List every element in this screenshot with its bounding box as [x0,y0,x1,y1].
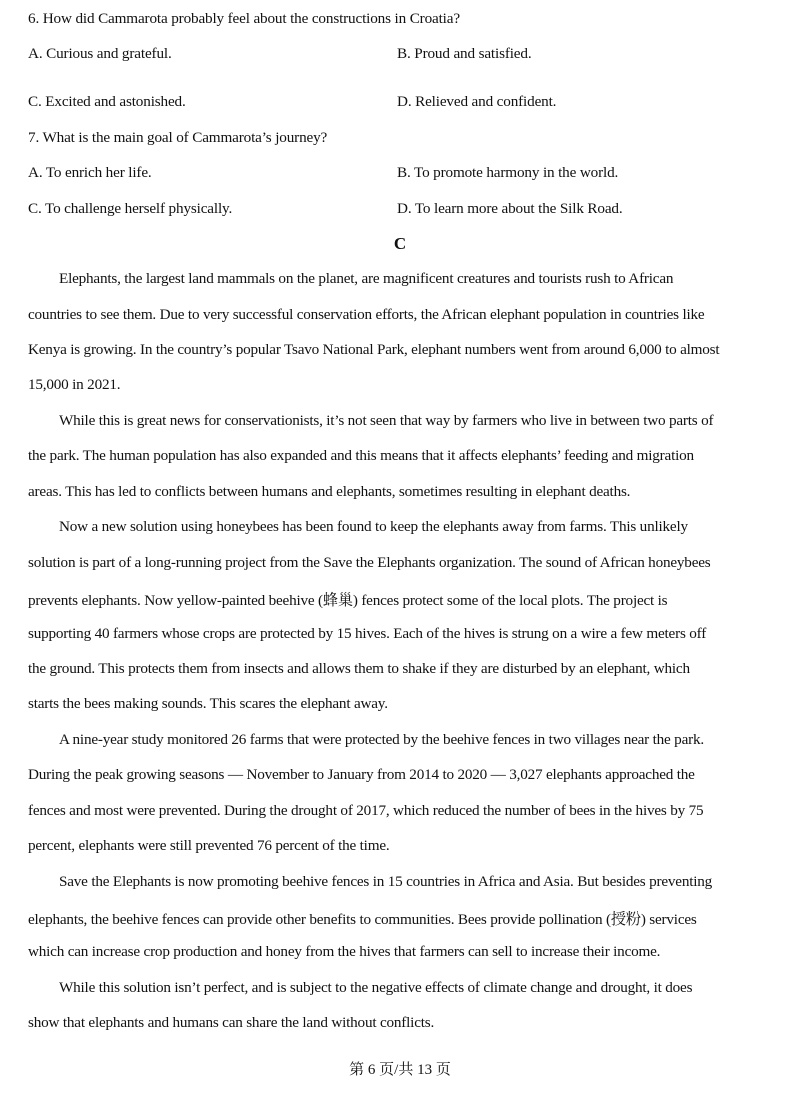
question-7-option-c: C. To challenge herself physically. [28,200,233,217]
passage-line: While this is great news for conservationists, it’s not seen that way by farmers who live in between two parts of [59,412,714,429]
passage-line: countries to see them. Due to very successful conservation efforts, the African elephant population in countries like [28,306,705,323]
page-number: 第 6 页/共 13 页 [349,1062,451,1078]
passage-line: While this solution isn’t perfect, and is subject to the negative effects of climate change and drought, it does [59,979,693,996]
section-heading: C [393,234,407,253]
passage-line: which can increase crop production and honey from the hives that farmers can sell to increase their income. [28,943,661,960]
passage-line: percent, elephants were still prevented 76 percent of the time. [28,837,390,854]
passage-line: the ground. This protects them from insects and allows them to shake if they are disturbed by an elephant, which [28,660,690,677]
question-6-option-d: D. Relieved and confident. [397,93,557,110]
passage-line: A nine-year study monitored 26 farms that were protected by the beehive fences in two villages near the park. [59,731,704,748]
passage-line: areas. This has led to conflicts between humans and elephants, sometimes resulting in elephant deaths. [28,483,631,500]
passage-line: elephants, the beehive fences can provide other benefits to communities. Bees provide pollination (授粉) services [28,911,697,928]
passage-line: starts the bees making sounds. This scares the elephant away. [28,695,388,712]
passage-line: supporting 40 farmers whose crops are protected by 15 hives. Each of the hives is strung on a wire a few meters off [28,625,707,642]
question-7-option-d: D. To learn more about the Silk Road. [397,200,623,217]
passage-line: fences and most were prevented. During the drought of 2017, which reduced the number of bees in the hives by 75 [28,802,704,819]
passage-line: Save the Elephants is now promoting beehive fences in 15 countries in Africa and Asia. But besides preventing [59,873,713,890]
passage-line: Elephants, the largest land mammals on the planet, are magnificent creatures and tourists rush to African [59,270,674,287]
passage-line: the park. The human population has also expanded and this means that it affects elephants’ feeding and migration [28,447,694,464]
question-7-option-b: B. To promote harmony in the world. [397,164,619,181]
passage-line: 15,000 in 2021. [28,376,121,393]
question-7-stem: 7. What is the main goal of Cammarota’s journey? [28,129,328,146]
question-6-option-b: B. Proud and satisfied. [397,45,532,62]
passage-line: show that elephants and humans can share the land without conflicts. [28,1014,435,1031]
question-6-option-c: C. Excited and astonished. [28,93,186,110]
passage-line: Kenya is growing. In the country’s popular Tsavo National Park, elephant numbers went from around 6,000 to almost [28,341,720,358]
question-6-stem: 6. How did Cammarota probably feel about the constructions in Croatia? [28,10,460,27]
passage-line: Now a new solution using honeybees has been found to keep the elephants away from farms. This unlikely [59,518,688,535]
question-7-option-a: A. To enrich her life. [28,164,152,181]
passage-line: prevents elephants. Now yellow-painted beehive (蜂巢) fences protect some of the local plots. The project is [28,592,668,609]
passage-line: During the peak growing seasons — November to January from 2014 to 2020 — 3,027 elephants approached the [28,766,695,783]
question-6-option-a: A. Curious and grateful. [28,45,172,62]
passage-line: solution is part of a long-running project from the Save the Elephants organization. The sound of African honeybees [28,554,711,571]
